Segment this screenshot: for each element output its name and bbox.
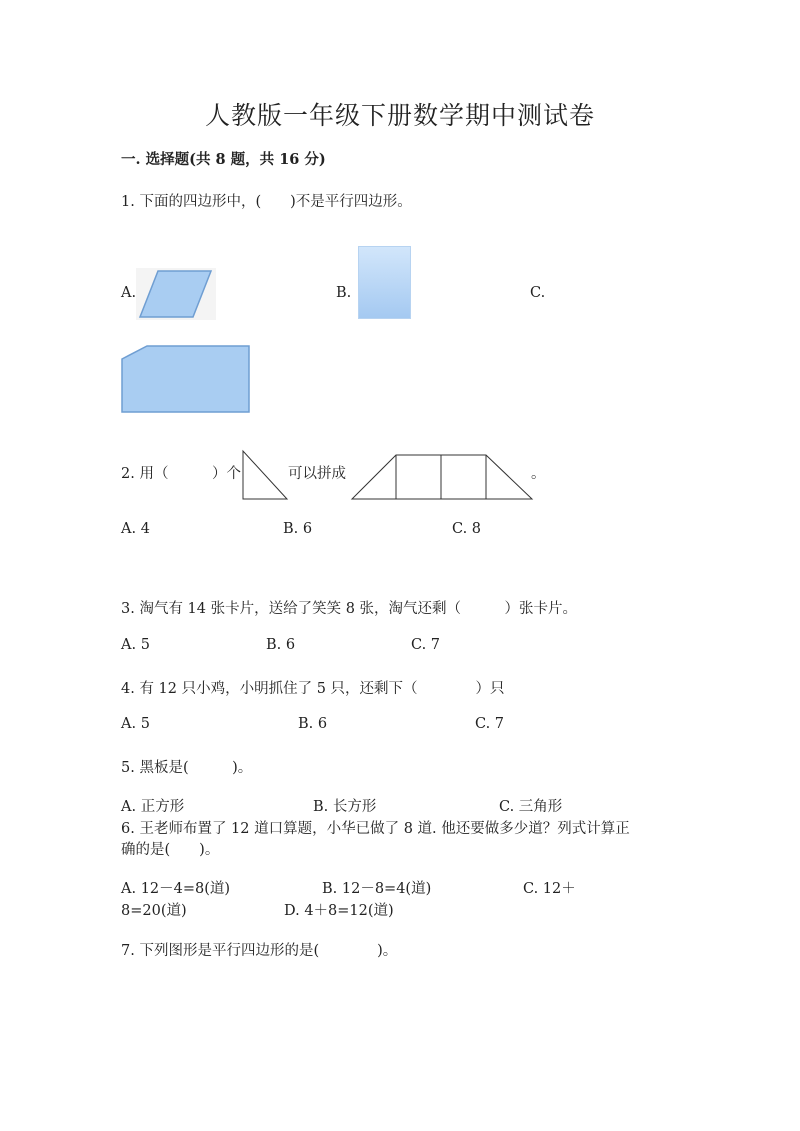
parallelogram-figure xyxy=(136,268,216,320)
question-5-option-b[interactable]: B. 长方形 xyxy=(313,799,377,815)
question-6-option-c-continued: 8=20(道) xyxy=(121,903,187,919)
page-title: 人教版一年级下册数学期中测试卷 xyxy=(204,101,595,130)
question-1-option-b[interactable]: B. xyxy=(336,285,352,301)
question-6-option-b[interactable]: B. 12－8=4(道) xyxy=(322,881,432,897)
question-2-option-c[interactable]: C. 8 xyxy=(452,521,482,537)
question-2-text-end: 。 xyxy=(531,466,546,482)
trapezoid-figure xyxy=(351,454,534,500)
question-3-option-b[interactable]: B. 6 xyxy=(266,637,296,653)
question-6-option-c[interactable]: C. 12＋ xyxy=(523,881,576,897)
question-5-text: 5. 黑板是( )。 xyxy=(121,760,253,776)
question-1-option-c[interactable]: C. xyxy=(530,285,546,301)
question-4-option-c[interactable]: C. 7 xyxy=(475,716,505,732)
question-1-option-a[interactable]: A. xyxy=(121,285,137,301)
right-triangle-figure xyxy=(242,450,288,500)
section-heading: 一. 选择题(共 8 题，共 16 分) xyxy=(121,151,326,168)
rectangle-figure xyxy=(358,246,411,319)
question-7-text: 7. 下列图形是平行四边形的是( )。 xyxy=(121,943,398,959)
question-6-text-line-1: 6. 王老师布置了 12 道口算题，小华已做了 8 道. 他还要做多少道？列式计算正 xyxy=(121,821,630,837)
question-2-option-a[interactable]: A. 4 xyxy=(121,521,150,537)
question-5-option-a[interactable]: A. 正方形 xyxy=(121,799,185,815)
question-4-option-a[interactable]: A. 5 xyxy=(121,716,150,732)
question-3-option-c[interactable]: C. 7 xyxy=(411,637,441,653)
question-6-option-d[interactable]: D. 4＋8=12(道) xyxy=(284,903,394,919)
question-6-text-line-2: 确的是( )。 xyxy=(121,842,220,858)
question-2-text-middle: 可以拼成 xyxy=(288,466,346,482)
question-1-text: 1. 下面的四边形中，( )不是平行四边形。 xyxy=(121,194,412,210)
question-2-text-start: 2. 用（ ）个 xyxy=(121,466,241,482)
cut-corner-rectangle-figure xyxy=(121,344,251,414)
question-4-option-b[interactable]: B. 6 xyxy=(298,716,328,732)
question-3-option-a[interactable]: A. 5 xyxy=(121,637,150,653)
question-3-text: 3. 淘气有 14 张卡片，送给了笑笑 8 张，淘气还剩（ ）张卡片。 xyxy=(121,601,578,617)
question-6-option-a[interactable]: A. 12－4=8(道) xyxy=(121,881,231,897)
question-2-option-b[interactable]: B. 6 xyxy=(283,521,313,537)
question-4-text: 4. 有 12 只小鸡，小明抓住了 5 只，还剩下（ ）只 xyxy=(121,681,505,697)
question-5-option-c[interactable]: C. 三角形 xyxy=(499,799,563,815)
